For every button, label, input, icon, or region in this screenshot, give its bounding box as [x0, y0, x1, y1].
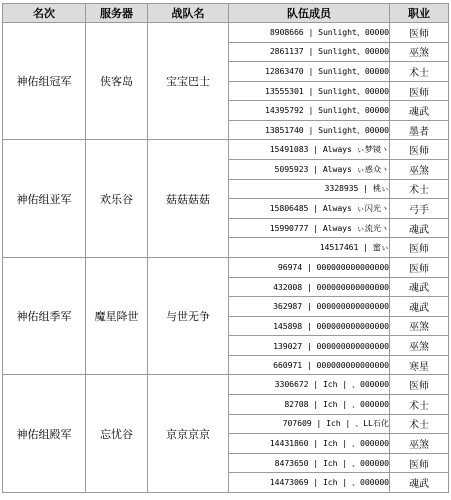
group-server: 欢乐谷 — [86, 140, 148, 257]
member-info: 14517461 | 蜜ぃ — [229, 238, 390, 258]
member-info: 15491083 | Always ぃ梦镜ヽ — [229, 140, 390, 160]
member-info: 82708 | Ich | 、000000 — [229, 394, 390, 414]
group-rank: 神佑组亚军 — [3, 140, 86, 257]
member-info: 15806485 | Always ぃ闪光ヽ — [229, 199, 390, 219]
ranking-table — [2, 3, 449, 493]
member-info: 14395792 | Sunlight、00000 — [229, 101, 390, 121]
member-job: 巫煞 — [390, 42, 449, 62]
member-job: 寒星 — [390, 355, 449, 375]
member-row — [3, 23, 449, 43]
member-job: 魂武 — [390, 218, 449, 238]
member-job: 医师 — [390, 257, 449, 277]
member-info: 3306672 | Ich | 、000000 — [229, 375, 390, 395]
member-info: 707609 | Ich | 、LL石化 — [229, 414, 390, 434]
member-info: 12863470 | Sunlight、00000 — [229, 62, 390, 82]
group-team: 京京京京 — [148, 375, 229, 493]
member-job: 医师 — [390, 81, 449, 101]
member-job: 弓手 — [390, 199, 449, 219]
member-info: 96974 | 000000000000000 — [229, 257, 390, 277]
group-rank: 神佑组殿军 — [3, 375, 86, 493]
group-team: 与世无争 — [148, 257, 229, 374]
member-info: 14431860 | Ich | 、000000 — [229, 434, 390, 454]
member-row — [3, 140, 449, 160]
header-rank: 名次 — [3, 4, 86, 23]
member-job: 巫煞 — [390, 434, 449, 454]
member-info: 145898 | 000000000000000 — [229, 316, 390, 336]
header-server: 服务器 — [86, 4, 148, 23]
member-job: 巫煞 — [390, 336, 449, 356]
header-job: 职业 — [390, 4, 449, 23]
member-info: 660971 | 000000000000000 — [229, 355, 390, 375]
group-team: 宝宝巴士 — [148, 23, 229, 140]
member-info: 362987 | 000000000000000 — [229, 297, 390, 317]
member-info: 432008 | 000000000000000 — [229, 277, 390, 297]
header-row — [3, 4, 449, 23]
member-row — [3, 257, 449, 277]
member-info: 15990777 | Always ぃ流光ヽ — [229, 218, 390, 238]
member-info: 8908666 | Sunlight、00000 — [229, 23, 390, 43]
member-info: 3328935 | 桃ぃ — [229, 179, 390, 199]
group-rank: 神佑组冠军 — [3, 23, 86, 140]
member-row — [3, 375, 449, 395]
group-team: 菇菇菇菇 — [148, 140, 229, 257]
member-job: 魂武 — [390, 277, 449, 297]
member-job: 术士 — [390, 62, 449, 82]
group-server: 魔星降世 — [86, 257, 148, 374]
member-job: 术士 — [390, 394, 449, 414]
member-info: 8473650 | Ich | 、000000 — [229, 453, 390, 473]
member-info: 13851740 | Sunlight、00000 — [229, 120, 390, 140]
member-info: 139027 | 000000000000000 — [229, 336, 390, 356]
member-job: 魂武 — [390, 297, 449, 317]
member-job: 巫煞 — [390, 316, 449, 336]
member-job: 医师 — [390, 23, 449, 43]
group-server: 忘忧谷 — [86, 375, 148, 493]
ranking-body — [3, 23, 449, 493]
group-rank: 神佑组季军 — [3, 257, 86, 374]
member-job: 巫煞 — [390, 160, 449, 180]
member-job: 医师 — [390, 453, 449, 473]
member-job: 术士 — [390, 179, 449, 199]
member-job: 术士 — [390, 414, 449, 434]
member-job: 医师 — [390, 375, 449, 395]
group-server: 侠客岛 — [86, 23, 148, 140]
member-job: 医师 — [390, 140, 449, 160]
member-info: 2861137 | Sunlight、00000 — [229, 42, 390, 62]
member-job: 医师 — [390, 238, 449, 258]
member-job: 魂武 — [390, 473, 449, 493]
member-info: 13555301 | Sunlight、00000 — [229, 81, 390, 101]
member-info: 14473069 | Ich | 、000000 — [229, 473, 390, 493]
member-job: 魂武 — [390, 101, 449, 121]
header-members: 队伍成员 — [229, 4, 390, 23]
member-info: 5095923 | Always ぃ惑众ヽ — [229, 160, 390, 180]
header-team: 战队名 — [148, 4, 229, 23]
member-job: 墨者 — [390, 120, 449, 140]
